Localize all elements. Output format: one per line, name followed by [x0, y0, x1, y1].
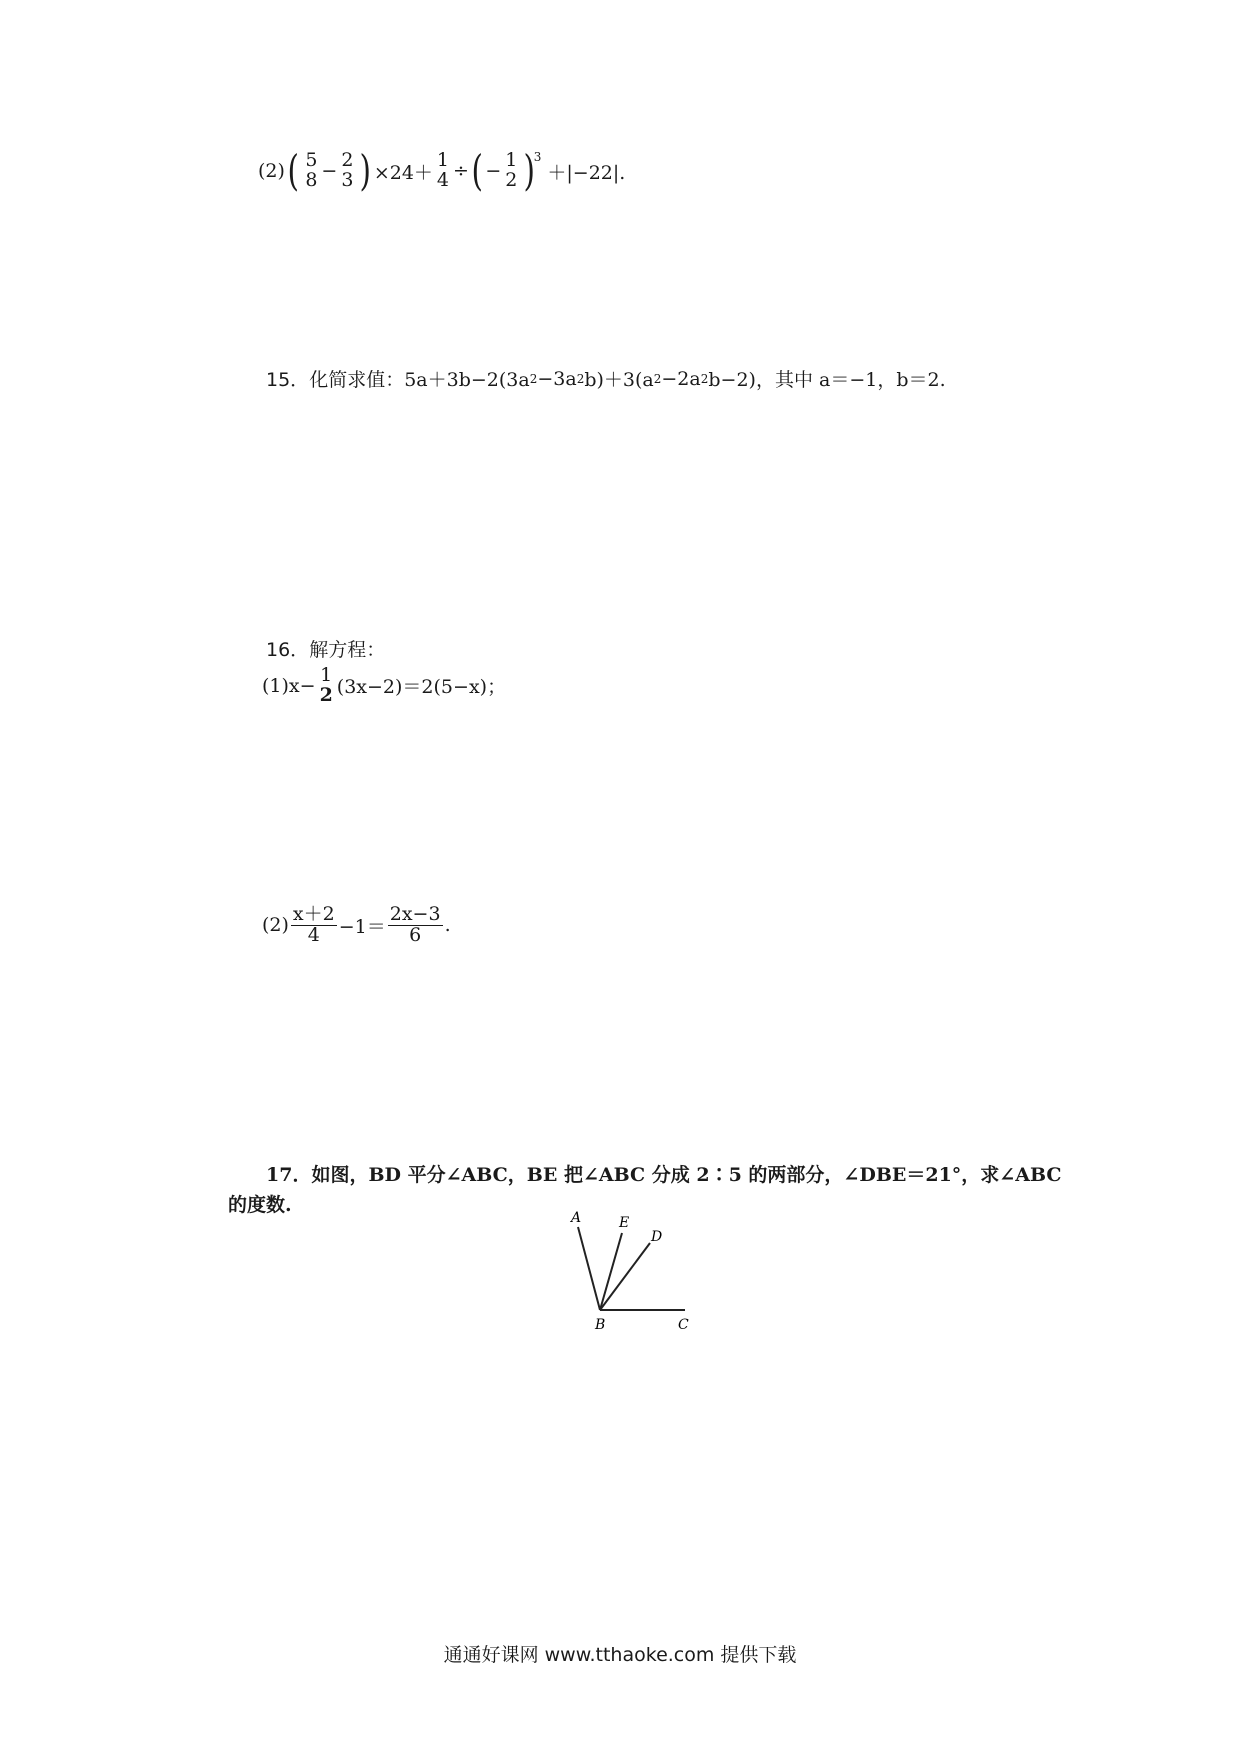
expr-part: −1＝: [338, 915, 386, 938]
problem-16-part-2: (2) $\frac{x+2}{4}$ −1＝ $\frac{2x-3}{6}$ .: [262, 903, 451, 946]
label-D: D: [651, 1229, 663, 1245]
fraction-x-plus-2-over-4: $\frac{x+2}{4}$: [292, 903, 335, 946]
angle-figure: [560, 1205, 700, 1335]
expr-part: x−: [288, 674, 316, 697]
part-label: (2): [262, 914, 289, 937]
left-paren-2: (: [471, 146, 483, 195]
exponent: 3: [533, 150, 542, 164]
problem-number: 15．: [266, 369, 310, 391]
problem-14-part-2: [258, 146, 626, 195]
times-24: ×24＋: [373, 161, 433, 184]
expr-part: 5a＋3b−2(3a: [404, 369, 530, 391]
label-E: E: [619, 1215, 630, 1231]
problem-prompt: 化简求值：: [309, 369, 405, 391]
expr-part: −3a: [537, 367, 577, 390]
problem-17-line-2: 的度数.: [228, 1194, 292, 1216]
right-paren-2: ): [523, 146, 536, 195]
problem-17-line-1: 17．如图，BD 平分∠ABC，BE 把∠ABC 分成 2∶5 的两部分，∠DBE＝21°，求∠ABC: [266, 1164, 1062, 1186]
label-C: C: [678, 1317, 689, 1333]
fraction-1-4: 1 4: [436, 149, 450, 191]
fraction-2-3: 2 3: [341, 149, 354, 191]
problem-15: 15． 化简求值： 5a＋3b−2(3a 2 −3a 2 b)＋3(a 2 −2a 2 b−2)，其中 a＝−1，b＝2.: [266, 365, 946, 392]
divide-sign: ÷: [453, 160, 469, 182]
left-paren: (: [287, 146, 299, 195]
ray-BA: [578, 1227, 600, 1310]
neg-sign: −: [485, 160, 502, 182]
problem-prompt: 解方程：: [309, 639, 386, 661]
fraction-5-8: 5 8: [305, 149, 318, 191]
fraction-1-2: 1 2: [505, 149, 518, 191]
abs-value-term: ＋|−22|.: [547, 161, 626, 184]
page-footer: [0, 1640, 1240, 1667]
fraction-2x-minus-3-over-6: $\frac{2x-3}{6}$: [389, 903, 441, 946]
ray-BD: [600, 1243, 650, 1310]
problem-16-header: [266, 635, 385, 662]
expr-part: (3x−2)＝2(5−x)；: [336, 676, 507, 699]
label-A: A: [571, 1210, 582, 1226]
fraction-1-2: 1 2: [319, 664, 333, 706]
expr-part: b−2)，其中 a＝−1，b＝2.: [708, 369, 946, 391]
ray-BE: [600, 1233, 622, 1310]
part-label: (2): [258, 160, 285, 182]
label-B: B: [595, 1317, 606, 1333]
minus-sign: −: [321, 160, 338, 182]
right-paren: ): [359, 146, 372, 195]
expr-part: −2a: [661, 367, 701, 390]
part-label: (1): [262, 674, 289, 697]
problem-16-part-1: [262, 666, 506, 706]
footer-text: 通通好课网 www.tthaoke.com 提供下载: [443, 1644, 797, 1666]
problem-number: 16．: [266, 639, 310, 661]
expr-part: b)＋3(a: [584, 369, 654, 391]
